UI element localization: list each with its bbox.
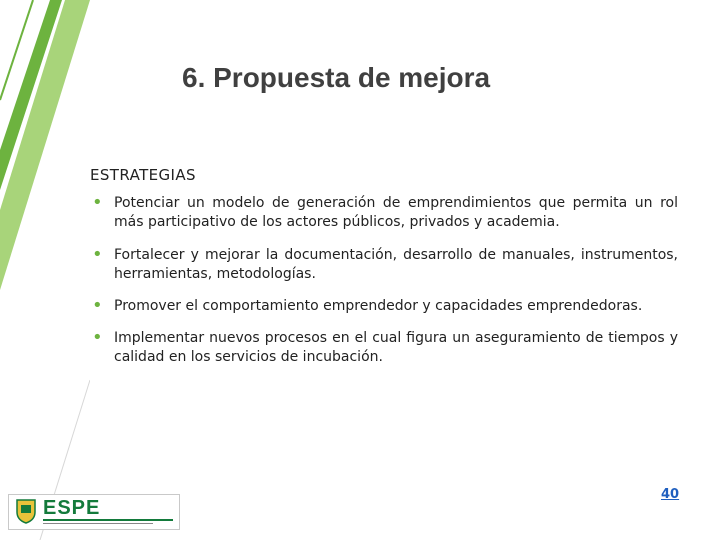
strategy-list (90, 194, 678, 367)
list-item-text: Fortalecer y mejorar la documentación, desarrollo de manuales, instrumentos, herramientas, metodologías. (114, 247, 678, 282)
bullet-icon: • (92, 244, 103, 265)
page-number-link[interactable]: 40 (661, 487, 680, 502)
logo-subtitle-lines (43, 519, 173, 525)
list-item (90, 329, 678, 367)
list-item-text: Promover el comportamiento emprendedor y capacidades emprendedoras. (114, 298, 643, 314)
slide-title: 6. Propuesta de mejora (182, 62, 491, 93)
espe-logo (8, 494, 180, 530)
list-item (90, 297, 678, 316)
decorative-side-stripes (0, 0, 90, 540)
list-item-text: Potenciar un modelo de generación de emprendimientos que permita un rol más participativo de los actores públicos, privados y academia. (114, 195, 678, 230)
list-item-text: Implementar nuevos procesos en el cual figura un aseguramiento de tiempos y calidad en los servicios de incubación. (114, 330, 678, 365)
list-item (90, 194, 678, 232)
bullet-icon: • (92, 192, 103, 213)
list-item (90, 246, 678, 284)
bullet-icon: • (92, 327, 103, 348)
crest-icon (15, 498, 37, 524)
logo-text: ESPE (43, 497, 101, 519)
section-heading: ESTRATEGIAS (90, 166, 196, 184)
bullet-icon: • (92, 295, 103, 316)
